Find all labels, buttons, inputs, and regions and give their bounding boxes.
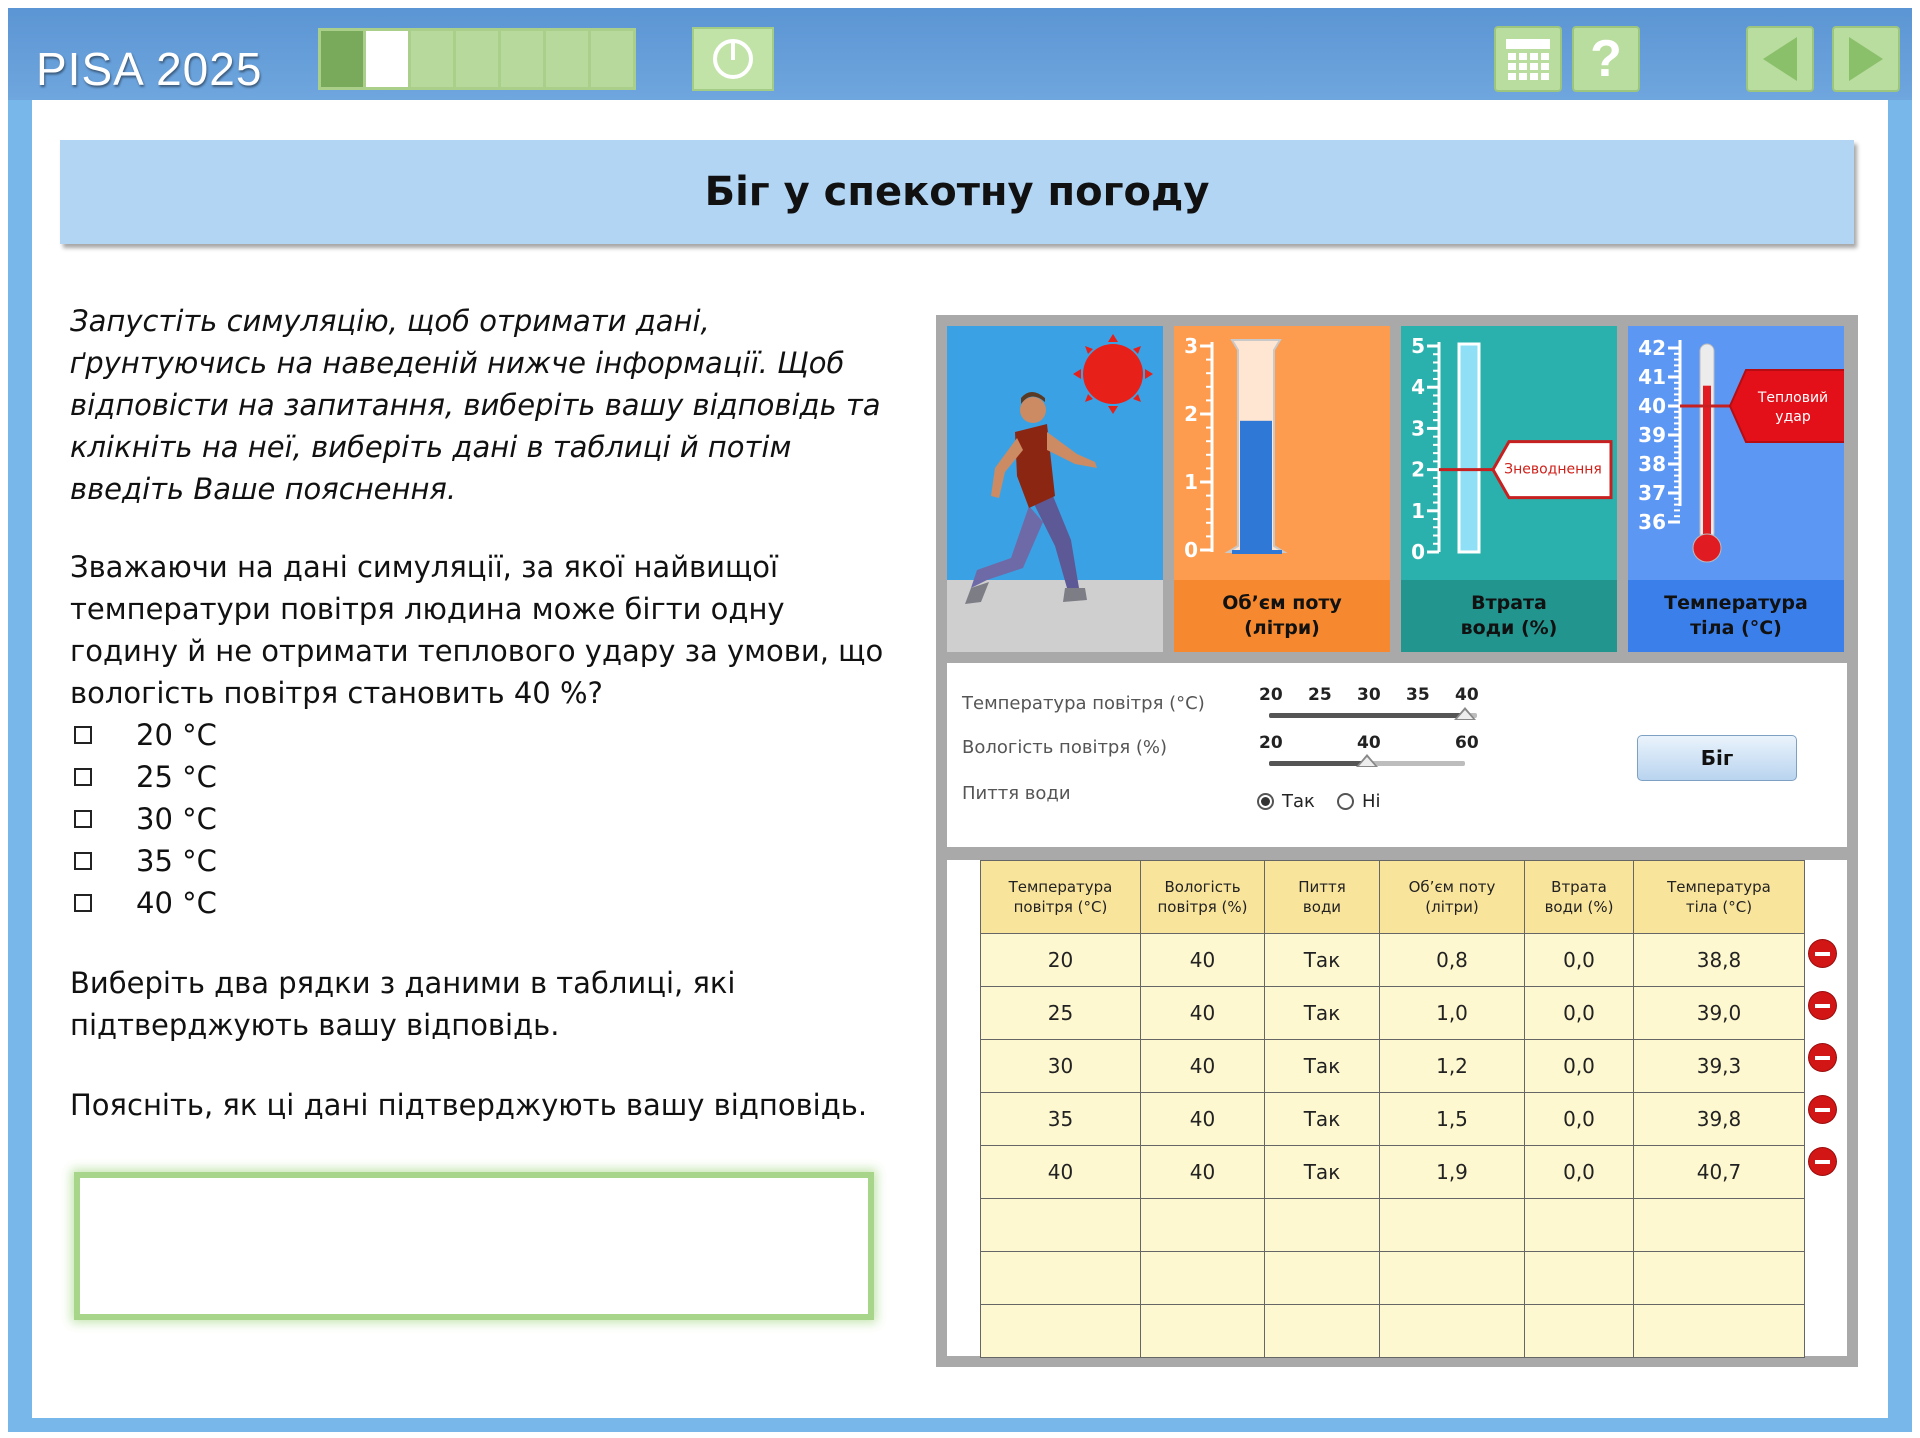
sweat-volume-panel xyxy=(1174,326,1390,652)
table-row[interactable] xyxy=(981,1305,1805,1358)
progress-segment xyxy=(501,31,543,87)
delete-row-icon[interactable] xyxy=(1809,940,1836,967)
heatstroke-callout xyxy=(1730,370,1844,442)
scale-tick-label: 41 xyxy=(1638,365,1666,389)
body-temperature-fill xyxy=(1703,386,1711,540)
calculator-button[interactable] xyxy=(1494,26,1562,92)
table-cell[interactable] xyxy=(1634,1252,1805,1305)
back-button[interactable] xyxy=(1746,26,1814,92)
table-cell[interactable]: 39,3 xyxy=(1634,1040,1805,1093)
checkbox[interactable] xyxy=(74,894,92,912)
table-cell[interactable] xyxy=(981,1252,1141,1305)
runner-panel xyxy=(947,326,1163,652)
checkbox[interactable] xyxy=(74,852,92,870)
table-cell[interactable] xyxy=(1141,1199,1265,1252)
table-cell[interactable]: 40 xyxy=(1141,1093,1265,1146)
slider-tick-label: 35 xyxy=(1406,685,1430,705)
table-cell[interactable]: 0,8 xyxy=(1380,934,1525,987)
slider-tick-label: 20 xyxy=(1259,685,1283,705)
option-25[interactable]: 25 °C xyxy=(70,756,890,798)
table-cell[interactable]: 39,8 xyxy=(1634,1093,1805,1146)
table-row[interactable] xyxy=(981,1252,1805,1305)
water-loss-panel xyxy=(1401,326,1617,652)
column-header: Втрата води (%) xyxy=(1525,861,1634,934)
heatstroke-label-2: удар xyxy=(1775,409,1811,425)
table-cell[interactable]: Так xyxy=(1265,934,1380,987)
table-cell[interactable] xyxy=(1380,1305,1525,1358)
air-temperature-slider-thumb[interactable] xyxy=(1454,707,1476,720)
dehydration-label: Зневоднення xyxy=(1504,461,1602,478)
table-cell[interactable]: Так xyxy=(1265,1146,1380,1199)
progress-bar xyxy=(318,28,636,90)
scale-tick-label: 37 xyxy=(1638,481,1666,505)
table-cell[interactable]: 0,0 xyxy=(1525,934,1634,987)
table-cell[interactable]: 40 xyxy=(1141,1146,1265,1199)
table-cell[interactable]: 40,7 xyxy=(1634,1146,1805,1199)
slider-tick-label: 30 xyxy=(1357,685,1381,705)
simulation-gauges xyxy=(947,326,1844,652)
slider-tick-label: 20 xyxy=(1259,733,1283,753)
table-cell[interactable] xyxy=(1634,1305,1805,1358)
slider-tick-label: 40 xyxy=(1357,733,1381,753)
slider-tick-label: 60 xyxy=(1455,733,1479,753)
table-cell[interactable] xyxy=(1380,1252,1525,1305)
instructions: Запустіть симуляцію, щоб отримати дані, ґрунтуючись на наведеній нижче інформації. Щоб відповісти на запитання, виберіть вашу відповідь та клікніть на неї, виберіть дані в таблиці й потім введіть Ваше пояснення. xyxy=(70,304,881,506)
heatstroke-label-1: Тепловий xyxy=(1757,390,1829,406)
table-cell[interactable]: 40 xyxy=(1141,934,1265,987)
help-icon: ? xyxy=(1590,30,1622,88)
delete-row-icon[interactable] xyxy=(1809,1148,1836,1175)
table-cell[interactable]: 1,9 xyxy=(1380,1146,1525,1199)
checkbox[interactable] xyxy=(74,810,92,828)
table-cell[interactable] xyxy=(1380,1199,1525,1252)
table-cell[interactable] xyxy=(1265,1252,1380,1305)
table-cell[interactable]: 1,0 xyxy=(1380,987,1525,1040)
delete-row-icon[interactable] xyxy=(1809,992,1836,1019)
help-button[interactable] xyxy=(1572,26,1640,92)
drinking-no-radio[interactable]: Ні xyxy=(1337,791,1381,812)
table-cell[interactable] xyxy=(1634,1199,1805,1252)
scale-tick-label: 1 xyxy=(1184,470,1198,494)
table-cell[interactable] xyxy=(1525,1199,1634,1252)
option-30[interactable]: 30 °C xyxy=(70,798,890,840)
delete-row-icon[interactable] xyxy=(1809,1096,1836,1123)
table-cell[interactable]: Так xyxy=(1265,1093,1380,1146)
checkbox[interactable] xyxy=(74,726,92,744)
table-cell[interactable]: 38,8 xyxy=(1634,934,1805,987)
table-cell[interactable]: 30 xyxy=(981,1040,1141,1093)
humidity-label: Вологість повітря (%) xyxy=(962,737,1168,758)
scale-tick-label: 1 xyxy=(1411,498,1425,523)
table-cell[interactable] xyxy=(1141,1252,1265,1305)
scale-tick-label: 0 xyxy=(1411,540,1425,564)
table-cell[interactable] xyxy=(1265,1199,1380,1252)
table-cell[interactable]: 40 xyxy=(1141,987,1265,1040)
results-area xyxy=(947,860,1847,1356)
scale-tick-label: 4 xyxy=(1411,375,1425,400)
table-cell[interactable] xyxy=(1525,1305,1634,1358)
table-cell[interactable]: 1,5 xyxy=(1380,1093,1525,1146)
slider-tick-label: 25 xyxy=(1308,685,1332,705)
forward-arrow-icon xyxy=(1849,37,1883,81)
table-cell[interactable]: Так xyxy=(1265,987,1380,1040)
scale-tick-label: 42 xyxy=(1638,336,1666,360)
column-header: Температура тіла (°C) xyxy=(1634,861,1805,934)
body-temperature-panel xyxy=(1628,326,1844,652)
progress-segment xyxy=(456,31,498,87)
brand-title: PISA 2025 xyxy=(36,43,263,95)
table-row[interactable] xyxy=(981,1040,1805,1093)
water-loss-label: Втрата води (%) xyxy=(1460,592,1558,639)
checkbox[interactable] xyxy=(74,768,92,786)
table-cell[interactable]: 40 xyxy=(981,1146,1141,1199)
top-toolbar xyxy=(8,8,1912,100)
sun-icon xyxy=(1073,334,1153,414)
table-cell[interactable]: 25 xyxy=(981,987,1141,1040)
back-arrow-icon xyxy=(1763,37,1797,81)
timer-icon xyxy=(713,39,753,79)
column-header: Об’єм поту (літри) xyxy=(1380,861,1525,934)
progress-segment xyxy=(591,31,633,87)
progress-segment xyxy=(366,31,408,87)
scale-tick-label: 36 xyxy=(1638,510,1666,534)
unit-title: Біг у спекотну погоду xyxy=(704,169,1210,215)
progress-segment xyxy=(321,31,363,87)
scale-tick-label: 3 xyxy=(1184,334,1198,358)
progress-segment xyxy=(411,31,453,87)
table-row[interactable] xyxy=(981,934,1805,987)
table-cell[interactable]: Так xyxy=(1265,1040,1380,1093)
option-35[interactable]: 35 °C xyxy=(70,840,890,882)
scale-tick-label: 0 xyxy=(1184,538,1198,562)
column-header: Пиття води xyxy=(1265,861,1380,934)
table-cell[interactable]: 0,0 xyxy=(1525,1146,1634,1199)
select-rows-prompt: Виберіть два рядки з даними в таблиці, які підтверджують вашу відповідь. xyxy=(70,966,736,1042)
scale-tick-label: 2 xyxy=(1411,457,1425,482)
table-cell[interactable] xyxy=(981,1305,1141,1358)
question-text: Зважаючи на дані симуляції, за якої найвищої температури повітря людина може бігти одну годину й не отримати теплового удару за умови, що вологість повітря становить 40 %? xyxy=(70,550,884,710)
option-20[interactable]: 20 °C xyxy=(70,714,890,756)
humidity-slider-thumb[interactable] xyxy=(1356,754,1378,767)
table-cell[interactable]: 0,0 xyxy=(1525,1040,1634,1093)
table-row[interactable] xyxy=(981,1093,1805,1146)
simulation-panel xyxy=(936,315,1858,1367)
table-cell[interactable]: 0,0 xyxy=(1525,987,1634,1040)
column-header: Вологість повітря (%) xyxy=(1141,861,1265,934)
delete-row-icon[interactable] xyxy=(1809,1044,1836,1071)
timer-button[interactable] xyxy=(692,27,774,91)
slider-tick-label: 40 xyxy=(1455,685,1479,705)
table-cell[interactable] xyxy=(1141,1305,1265,1358)
scale-tick-label: 40 xyxy=(1638,394,1666,418)
pisa-window xyxy=(8,8,1912,1432)
table-cell[interactable]: 40 xyxy=(1141,1040,1265,1093)
scale-tick-label: 39 xyxy=(1638,423,1666,447)
scale-tick-label: 38 xyxy=(1638,452,1666,476)
column-header: Температура повітря (°C) xyxy=(981,861,1141,934)
explain-prompt: Поясніть, як ці дані підтверджують вашу відповідь. xyxy=(70,1088,868,1122)
table-cell[interactable]: 0,0 xyxy=(1525,1093,1634,1146)
table-row[interactable] xyxy=(981,1146,1805,1199)
answer-options xyxy=(70,714,890,924)
table-cell[interactable]: 20 xyxy=(981,934,1141,987)
table-row[interactable] xyxy=(981,987,1805,1040)
scale-tick-label: 5 xyxy=(1411,334,1425,358)
water-loss-bar xyxy=(1459,344,1479,552)
body-temperature-label: Температура тіла (°C) xyxy=(1664,592,1808,639)
option-40[interactable]: 40 °C xyxy=(70,882,890,924)
scale-tick-label: 2 xyxy=(1184,402,1198,426)
table-cell[interactable] xyxy=(981,1199,1141,1252)
drinking-yes-radio[interactable]: Так xyxy=(1257,791,1315,812)
results-table xyxy=(980,860,1805,1358)
question-column xyxy=(70,300,890,1126)
sweat-level-fill xyxy=(1240,421,1272,550)
table-row[interactable] xyxy=(981,1199,1805,1252)
drinking-label: Пиття води xyxy=(962,783,1071,804)
runner-illustration xyxy=(947,326,1163,652)
table-cell[interactable]: 35 xyxy=(981,1093,1141,1146)
sweat-volume-label: Об’єм поту (літри) xyxy=(1222,592,1342,639)
table-cell[interactable]: 1,2 xyxy=(1380,1040,1525,1093)
explanation-textarea[interactable] xyxy=(74,1172,874,1320)
calculator-icon xyxy=(1506,39,1550,80)
table-cell[interactable]: 39,0 xyxy=(1634,987,1805,1040)
run-button[interactable]: Біг xyxy=(1637,735,1797,781)
simulation-controls xyxy=(947,663,1847,847)
table-header-row xyxy=(981,861,1805,934)
scale-tick-label: 3 xyxy=(1411,416,1425,441)
content-area xyxy=(32,100,1888,1418)
table-cell[interactable] xyxy=(1265,1305,1380,1358)
unit-title-banner xyxy=(60,140,1854,244)
table-cell[interactable] xyxy=(1525,1252,1634,1305)
progress-segment xyxy=(546,31,588,87)
air-temperature-label: Температура повітря (°C) xyxy=(962,693,1205,714)
forward-button[interactable] xyxy=(1832,26,1900,92)
